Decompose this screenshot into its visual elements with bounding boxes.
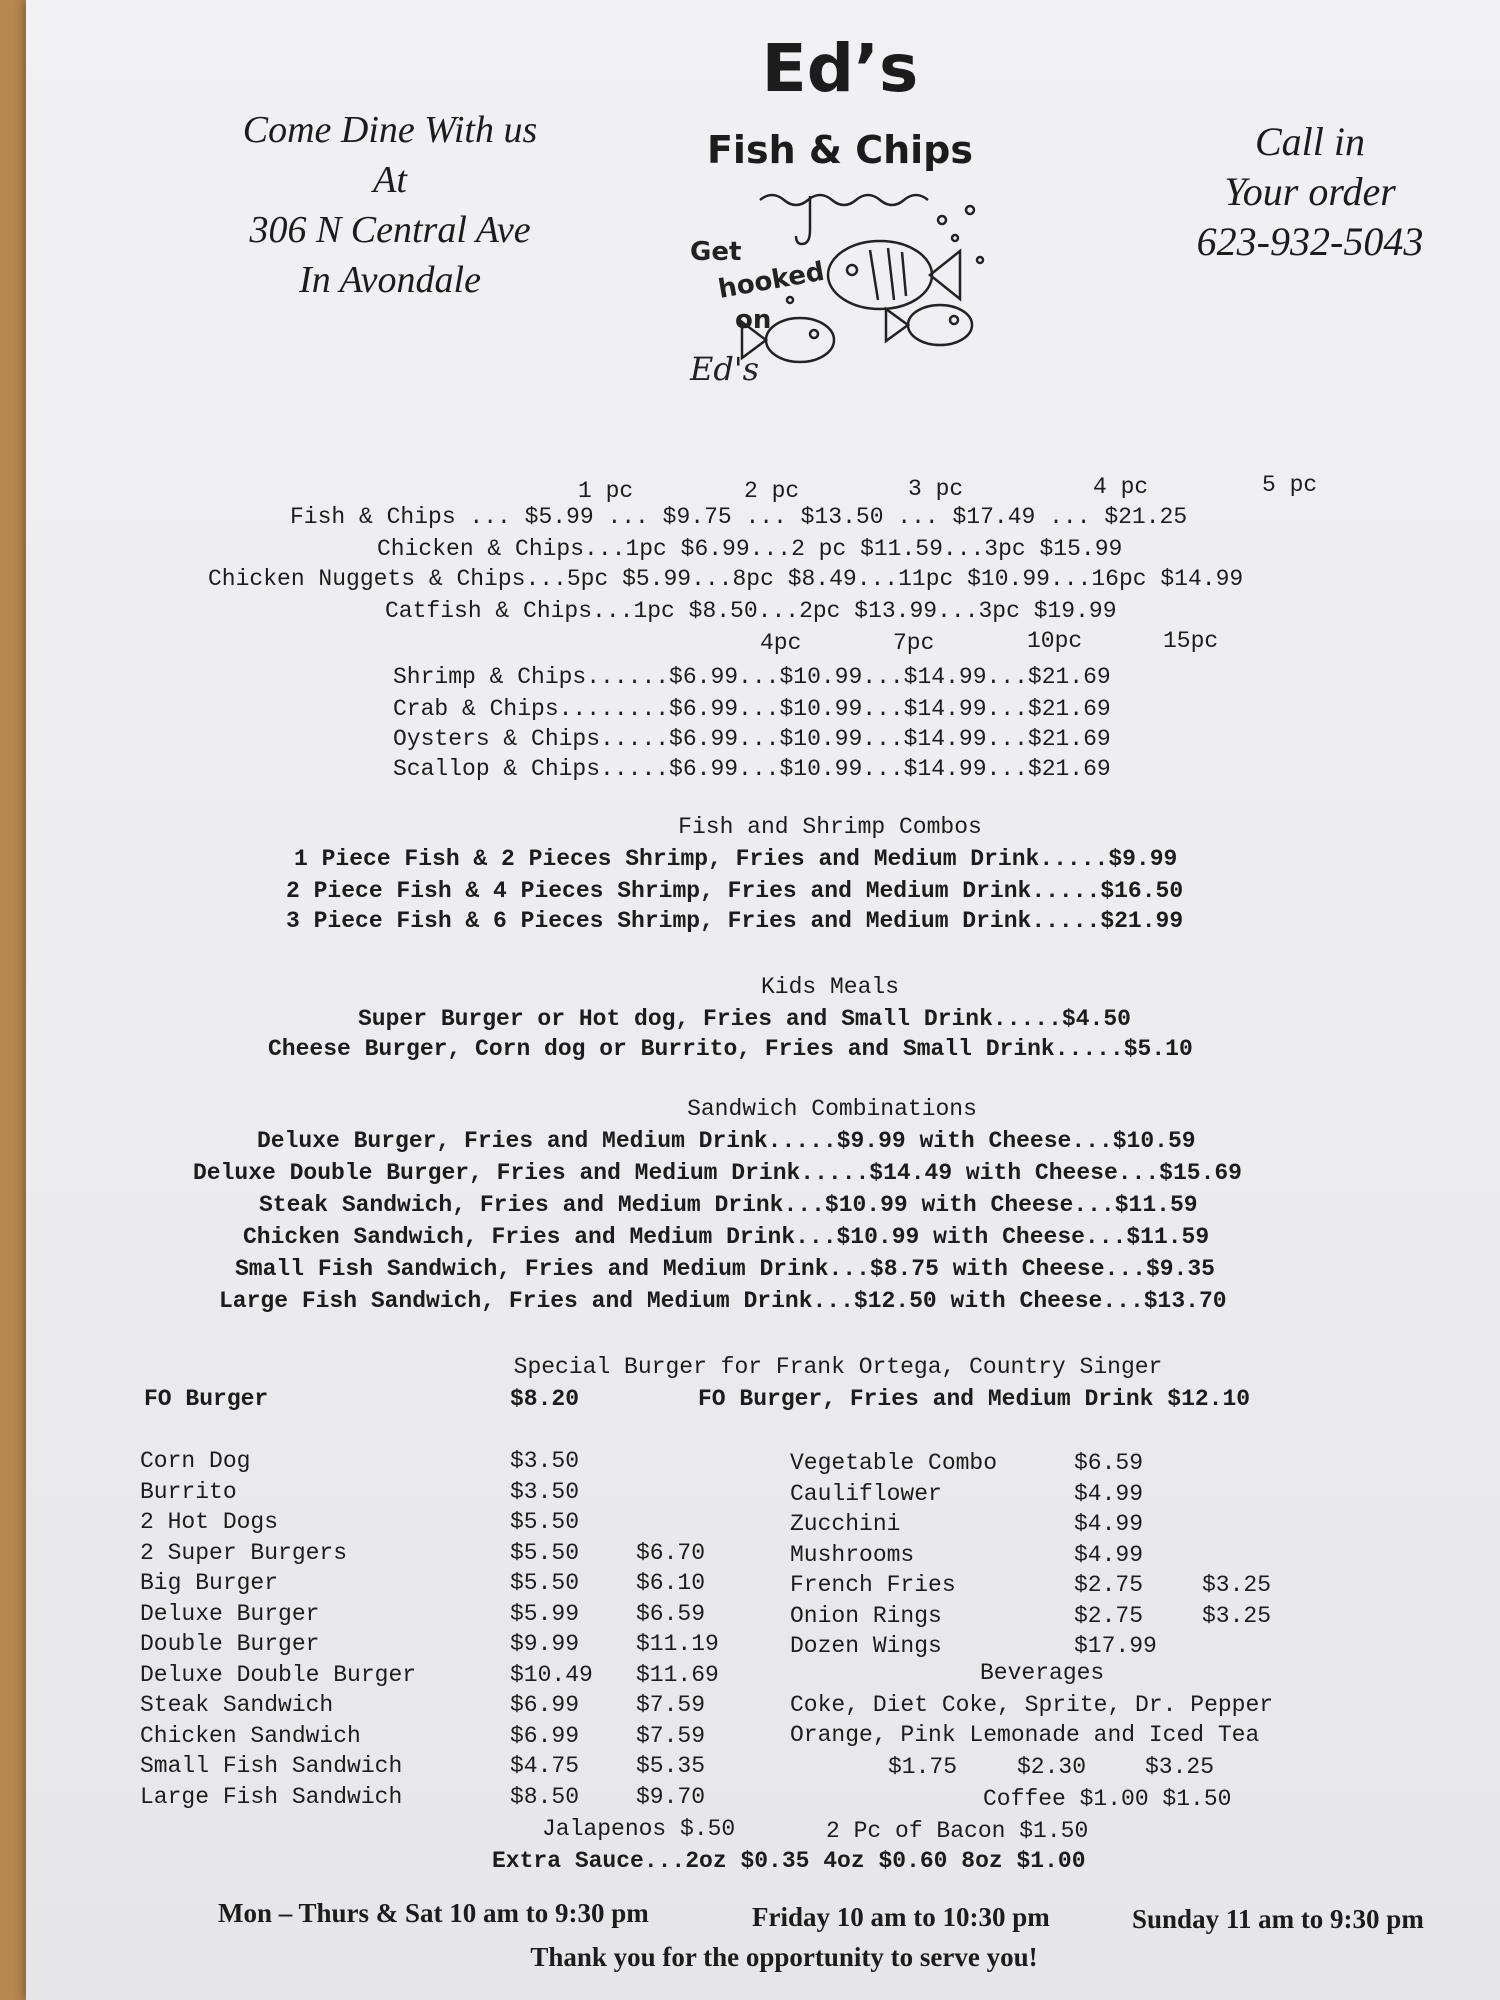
beverages-line-2: Orange, Pink Lemonade and Iced Tea [790,1722,1260,1748]
left-item-price-alt: $11.19 [636,1631,719,1657]
scallop-line: Scallop & Chips.....$6.99...$10.99...$14.99...$21.69 [393,756,1111,782]
pc-header-4: 4 pc [1093,474,1149,500]
logo-text-hooked: hooked [716,256,827,305]
right-item-name: Mushrooms [790,1541,915,1568]
right-item-name: Cauliflower [790,1480,942,1507]
restaurant-name: Ed’s [761,30,919,107]
left-item-price-alt: $11.69 [636,1661,719,1688]
left-item-name: Double Burger [140,1631,320,1657]
sandwich-line-2: Deluxe Double Burger, Fries and Medium Drink.....$14.49 with Cheese...$15.69 [193,1160,1242,1186]
combo-line-1: 1 Piece Fish & 2 Pieces Shrimp, Fries and Medium Drink.....$9.99 [294,846,1178,872]
combo-line-2: 2 Piece Fish & 4 Pieces Shrimp, Fries and Medium Drink.....$16.50 [286,878,1184,904]
left-item-price-alt: $5.35 [636,1753,706,1779]
address-line-1: Come Dine With us [242,109,538,151]
kids-line-2: Cheese Burger, Corn dog or Burrito, Fries and Small Drink.....$5.10 [268,1036,1193,1062]
pc-header-2: 2 pc [744,478,800,504]
special-title: Special Burger for Frank Ortega, Country Singer [513,1354,1163,1380]
left-item-name: Steak Sandwich [140,1692,334,1718]
call-line-2: Your order [1224,169,1396,214]
left-item-price: $6.99 [510,1692,580,1718]
nuggets-chips-line: Chicken Nuggets & Chips...5pc $5.99...8pc $8.49...11pc $10.99...16pc $14.99 [208,566,1244,592]
call-line-1: Call in [1254,119,1366,164]
right-item-price: $17.99 [1074,1633,1157,1659]
left-item-name: Burrito [140,1478,237,1505]
seafood-header-3: 10pc [1027,628,1083,654]
left-item-price: $5.50 [510,1570,580,1596]
left-item-price: $3.50 [510,1448,580,1474]
right-item-price-alt: $3.25 [1202,1572,1272,1598]
logo-text-get: Get [690,237,742,267]
seafood-header-1: 4pc [760,630,802,656]
hours-sunday: Sunday 11 am to 9:30 pm [1132,1904,1424,1934]
extra-sauce-line: Extra Sauce...2oz $0.35 4oz $0.60 8oz $1.00 [492,1848,1086,1874]
left-item-name: 2 Super Burgers [140,1539,348,1566]
left-item-price: $8.50 [510,1783,580,1810]
kids-line-1: Super Burger or Hot dog, Fries and Small Drink.....$4.50 [358,1006,1131,1032]
logo-text-on: on [735,305,772,335]
right-item-price: $2.75 [1074,1602,1144,1629]
bacon-line: 2 Pc of Bacon $1.50 [826,1818,1089,1844]
right-item-price: $4.99 [1074,1480,1144,1507]
right-item-name: Onion Rings [790,1602,942,1629]
right-item-name: Zucchini [790,1511,901,1537]
fo-burger-label: FO Burger [144,1386,269,1412]
left-item-price: $5.50 [510,1509,580,1535]
left-item-name: Big Burger [140,1570,279,1596]
sandwich-title: Sandwich Combinations [687,1096,977,1122]
right-item-price: $2.75 [1074,1572,1144,1598]
sandwich-line-5: Small Fish Sandwich, Fries and Medium Drink...$8.75 with Cheese...$9.35 [235,1256,1215,1282]
left-item-price-alt: $6.59 [636,1600,706,1627]
left-item-name: Deluxe Burger [140,1600,320,1627]
logo-text-eds: Ed's [690,350,760,388]
left-item-name: Corn Dog [140,1448,251,1474]
left-item-price: $3.50 [510,1478,580,1505]
pc-header-3: 3 pc [908,476,964,502]
restaurant-subtitle: Fish & Chips [706,128,974,172]
left-item-price: $9.99 [510,1631,580,1657]
left-item-price: $5.99 [510,1600,580,1627]
pc-header-1: 1 pc [578,478,634,504]
chicken-chips-line: Chicken & Chips...1pc $6.99...2 pc $11.59...3pc $15.99 [377,536,1123,562]
left-item-name: 2 Hot Dogs [140,1509,279,1535]
left-item-price-alt: $7.59 [636,1692,706,1718]
crab-line: Crab & Chips........$6.99...$10.99...$14.99...$21.69 [393,696,1111,722]
right-item-name: Dozen Wings [790,1633,942,1659]
address-line-3: 306 N Central Ave [249,209,531,251]
kids-title: Kids Meals [760,974,900,1000]
left-item-price-alt: $7.59 [636,1722,706,1749]
right-item-price-alt: $3.25 [1202,1602,1272,1629]
sandwich-line-6: Large Fish Sandwich, Fries and Medium Drink...$12.50 with Cheese...$13.70 [219,1288,1227,1314]
coffee-line: Coffee $1.00 $1.50 [983,1786,1232,1812]
shrimp-line: Shrimp & Chips......$6.99...$10.99...$14.99...$21.69 [393,664,1111,690]
catfish-chips-line: Catfish & Chips...1pc $8.50...2pc $13.99...3pc $19.99 [385,598,1117,624]
beverage-price-small: $1.75 [888,1754,958,1780]
left-item-name: Chicken Sandwich [140,1722,361,1749]
combo-line-3: 3 Piece Fish & 6 Pieces Shrimp, Fries and Medium Drink.....$21.99 [286,908,1184,934]
left-item-price-alt: $6.10 [636,1570,706,1596]
left-item-price-alt: $9.70 [636,1783,706,1810]
sandwich-line-4: Chicken Sandwich, Fries and Medium Drink...$10.99 with Cheese...$11.59 [243,1224,1210,1250]
oysters-line: Oysters & Chips.....$6.99...$10.99...$14.99...$21.69 [393,726,1111,752]
right-item-name: French Fries [790,1572,956,1598]
left-item-price: $5.50 [510,1539,580,1566]
address-line-2: At [373,159,407,201]
hours-friday: Friday 10 am to 10:30 pm [752,1902,1050,1932]
sandwich-line-1: Deluxe Burger, Fries and Medium Drink.....$9.99 with Cheese...$10.59 [257,1128,1196,1154]
right-item-price: $4.99 [1074,1541,1144,1568]
sandwich-line-3: Steak Sandwich, Fries and Medium Drink...$10.99 with Cheese...$11.59 [259,1192,1198,1218]
right-item-name: Vegetable Combo [790,1450,998,1476]
left-item-name: Large Fish Sandwich [140,1783,403,1810]
seafood-header-2: 7pc [893,630,935,656]
left-item-price: $6.99 [510,1722,580,1749]
thank-you-line: Thank you for the opportunity to serve you! [530,1942,1038,1972]
fish-logo [680,180,1020,400]
fo-burger-price: $8.20 [510,1386,580,1412]
pc-header-5: 5 pc [1262,472,1318,498]
beverages-line-1: Coke, Diet Coke, Sprite, Dr. Pepper [790,1692,1274,1718]
right-item-price: $6.59 [1074,1450,1144,1476]
hours-mon-sat: Mon – Thurs & Sat 10 am to 9:30 pm [218,1898,649,1928]
beverage-price-large: $3.25 [1145,1754,1215,1780]
beverage-price-medium: $2.30 [1017,1754,1087,1780]
left-item-name: Small Fish Sandwich [140,1753,403,1779]
phone-number: 623-932-5043 [1196,219,1424,264]
address-line-4: In Avondale [299,259,481,301]
left-item-price-alt: $6.70 [636,1539,706,1566]
right-item-price: $4.99 [1074,1511,1144,1537]
seafood-header-4: 15pc [1163,628,1219,654]
left-item-name: Deluxe Double Burger [140,1661,417,1688]
left-item-price: $4.75 [510,1753,580,1779]
fo-burger-combo: FO Burger, Fries and Medium Drink $12.10 [698,1386,1251,1412]
combos-title: Fish and Shrimp Combos [678,814,982,840]
fish-chips-line: Fish & Chips ... $5.99 ... $9.75 ... $13.50 ... $17.49 ... $21.25 [290,504,1188,530]
beverages-title: Beverages [980,1660,1105,1686]
left-item-price: $10.49 [510,1661,593,1688]
jalapenos-line: Jalapenos $.50 [542,1816,736,1842]
